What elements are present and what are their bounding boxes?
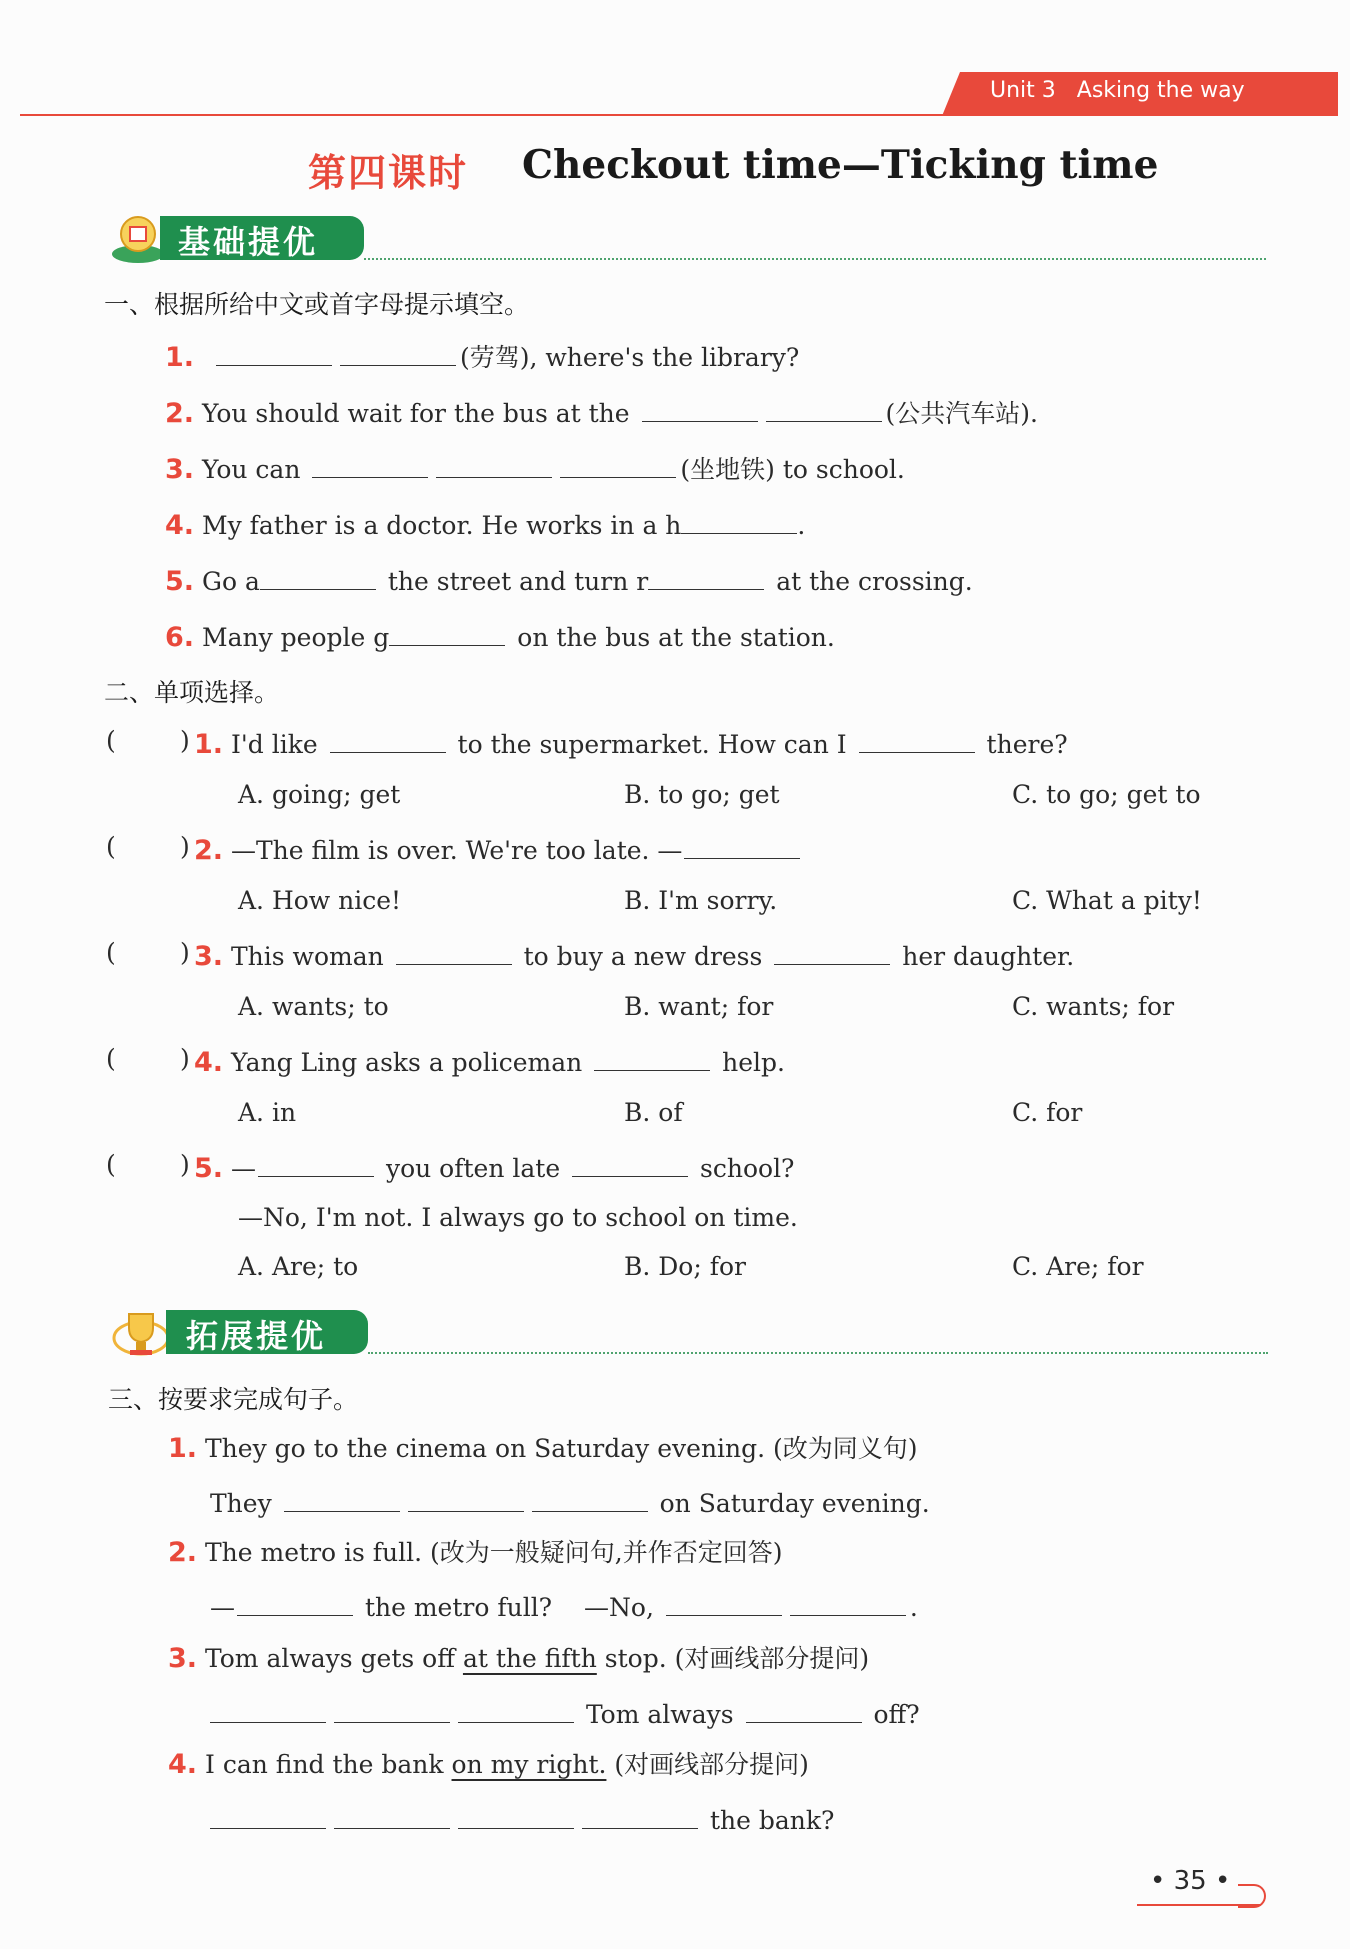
page-curl-icon — [1238, 1884, 1266, 1908]
answer-text: on Saturday evening. — [659, 1489, 930, 1518]
answer-blank[interactable] — [396, 938, 512, 965]
answer-blank[interactable] — [284, 1485, 400, 1512]
mc-question-5 — [194, 1150, 794, 1185]
rewrite-item-1 — [168, 1433, 918, 1465]
lesson-title-cn: 第四课时 — [308, 150, 469, 195]
answer-text: . — [909, 1593, 918, 1622]
option-a[interactable]: A. How nice! — [238, 886, 402, 915]
answer-blank[interactable] — [684, 832, 800, 859]
answer-blank[interactable] — [334, 1802, 450, 1829]
option-b[interactable]: B. I'm sorry. — [624, 886, 778, 915]
option-a[interactable]: A. in — [238, 1098, 297, 1127]
rewrite-answer-4 — [206, 1802, 834, 1837]
answer-paren-open: ( — [106, 726, 116, 755]
answer-blank[interactable] — [458, 1696, 574, 1723]
fill-item-5 — [165, 563, 973, 598]
item-text: You can — [202, 455, 301, 484]
option-c[interactable]: C. Are; for — [1012, 1252, 1144, 1281]
answer-paren-close: ) — [180, 726, 190, 755]
item-text: Many people g — [202, 623, 390, 652]
mc-question-3 — [194, 938, 1074, 973]
question-text: Yang Ling asks a policeman — [231, 1048, 583, 1077]
answer-blank[interactable] — [790, 1589, 906, 1616]
option-a[interactable]: A. wants; to — [238, 992, 389, 1021]
item-text: I can find the bank — [205, 1750, 444, 1779]
question-text: to the supermarket. How can I — [457, 730, 847, 759]
item-number: 6. — [165, 622, 195, 653]
rewrite-item-2 — [168, 1537, 782, 1569]
question-text: you often late — [385, 1154, 561, 1183]
item-number: 4. — [165, 510, 195, 541]
answer-text: the bank? — [709, 1806, 835, 1835]
item-number: 5. — [194, 1153, 224, 1184]
option-b[interactable]: B. of — [624, 1098, 683, 1127]
answer-blank[interactable] — [260, 563, 376, 590]
item-number: 2. — [168, 1537, 198, 1568]
answer-blank[interactable] — [642, 395, 758, 422]
answer-blank[interactable] — [594, 1044, 710, 1071]
item-text: on the bus at the station. — [517, 623, 835, 652]
item-text: the street and turn r — [387, 567, 649, 596]
answer-blank[interactable] — [210, 1802, 326, 1829]
question-text: This woman — [231, 942, 384, 971]
mc-question-5-reply: —No, I'm not. I always go to school on time. — [238, 1203, 798, 1232]
answer-blank[interactable] — [334, 1696, 450, 1723]
item-number: 3. — [194, 941, 224, 972]
item-number: 1. — [165, 342, 195, 373]
answer-blank[interactable] — [572, 1150, 688, 1177]
option-b[interactable]: B. Do; for — [624, 1252, 746, 1281]
section-divider — [364, 258, 1266, 260]
answer-blank[interactable] — [560, 451, 676, 478]
answer-blank[interactable] — [389, 619, 505, 646]
answer-blank[interactable] — [582, 1802, 698, 1829]
question-text: there? — [986, 730, 1068, 759]
answer-blank[interactable] — [210, 1696, 326, 1723]
option-a[interactable]: A. going; get — [238, 780, 401, 809]
mc-question-4 — [194, 1044, 785, 1079]
item-text: Go a — [202, 567, 260, 596]
fill-item-2 — [165, 395, 1038, 430]
option-c[interactable]: C. for — [1012, 1098, 1083, 1127]
trophy-icon — [112, 1306, 170, 1358]
question-text: I'd like — [231, 730, 318, 759]
answer-blank[interactable] — [258, 1150, 374, 1177]
rewrite-answer-1 — [210, 1485, 930, 1520]
item-number: 2. — [165, 398, 195, 429]
answer-text: They — [210, 1489, 272, 1518]
answer-text: the metro full? — [364, 1593, 553, 1622]
answer-blank[interactable] — [746, 1696, 862, 1723]
rewrite-item-3 — [168, 1643, 869, 1675]
answer-paren-open: ( — [106, 1150, 116, 1179]
option-c[interactable]: C. What a pity! — [1012, 886, 1202, 915]
item-number: 3. — [165, 454, 195, 485]
item-text: (对画线部分提问) — [614, 1750, 809, 1779]
rewrite-item-4 — [168, 1749, 809, 1781]
option-b[interactable]: B. want; for — [624, 992, 774, 1021]
answer-text: off? — [873, 1700, 920, 1729]
answer-text: — — [210, 1593, 235, 1622]
item-number: 4. — [194, 1047, 224, 1078]
section-banner-basic-label: 基础提优 — [178, 223, 319, 261]
question-text: her daughter. — [902, 942, 1075, 971]
item-text: (劳驾), where's the library? — [460, 343, 800, 372]
fill-item-6 — [165, 619, 835, 654]
answer-blank[interactable] — [330, 726, 446, 753]
underlined-phrase: at the fifth — [462, 1644, 597, 1673]
item-text: at the crossing. — [776, 567, 973, 596]
item-text: They go to the cinema on Saturday evening. (改为同义句) — [205, 1434, 918, 1463]
item-text: My father is a doctor. He works in a h — [202, 511, 682, 540]
section3-heading: 三、按要求完成句子。 — [108, 1385, 359, 1414]
item-number: 3. — [168, 1643, 198, 1674]
answer-blank[interactable] — [859, 726, 975, 753]
answer-paren-open: ( — [106, 832, 116, 861]
mc-question-2 — [194, 832, 804, 867]
answer-blank[interactable] — [237, 1589, 353, 1616]
question-text: school? — [700, 1154, 795, 1183]
answer-text: Tom always — [585, 1700, 734, 1729]
section1-heading: 一、根据所给中文或首字母提示填空。 — [104, 290, 530, 319]
answer-paren-close: ) — [180, 832, 190, 861]
answer-blank[interactable] — [458, 1802, 574, 1829]
unit-title: Asking the way — [1076, 78, 1245, 103]
answer-blank[interactable] — [340, 339, 456, 366]
answer-blank[interactable] — [312, 451, 428, 478]
question-text: help. — [722, 1048, 785, 1077]
item-text: (坐地铁) to school. — [680, 455, 905, 484]
underlined-phrase: on my right. — [451, 1750, 607, 1779]
header-rule — [20, 114, 1338, 116]
rewrite-answer-2 — [210, 1589, 918, 1624]
item-number: 5. — [165, 566, 195, 597]
option-b[interactable]: B. to go; get — [624, 780, 780, 809]
section2-heading: 二、单项选择。 — [104, 678, 280, 707]
answer-paren-close: ) — [180, 1150, 190, 1179]
item-number: 1. — [168, 1433, 198, 1464]
question-text: —The film is over. We're too late. — — [231, 836, 683, 865]
item-number: 4. — [168, 1749, 198, 1780]
item-text: . — [797, 511, 806, 540]
answer-blank[interactable] — [681, 507, 797, 534]
question-text: to buy a new dress — [523, 942, 763, 971]
answer-paren-open: ( — [106, 938, 116, 967]
section-banner-extension-label: 拓展提优 — [186, 1317, 327, 1355]
item-number: 2. — [194, 835, 224, 866]
answer-text: —No, — [584, 1593, 654, 1622]
answer-blank[interactable] — [648, 563, 764, 590]
item-text: You should wait for the bus at the — [202, 399, 630, 428]
unit-header — [990, 78, 1245, 103]
item-text: The metro is full. (改为一般疑问句,并作否定回答) — [205, 1538, 783, 1567]
option-c[interactable]: C. wants; for — [1012, 992, 1175, 1021]
question-text: — — [231, 1154, 256, 1183]
option-a[interactable]: A. Are; to — [238, 1252, 359, 1281]
answer-blank[interactable] — [532, 1485, 648, 1512]
lesson-title-en: Checkout time—Ticking time — [522, 142, 1159, 188]
item-text: Tom always gets off — [205, 1644, 455, 1673]
answer-blank[interactable] — [408, 1485, 524, 1512]
item-text: (公共汽车站). — [885, 399, 1038, 428]
answer-blank[interactable] — [666, 1589, 782, 1616]
page-number: • 35 • — [1150, 1866, 1231, 1896]
answer-blank[interactable] — [436, 451, 552, 478]
answer-blank[interactable] — [766, 395, 882, 422]
mc-question-1 — [194, 726, 1068, 761]
answer-paren-close: ) — [180, 1044, 190, 1073]
item-text: stop. (对画线部分提问) — [604, 1644, 870, 1673]
option-c[interactable]: C. to go; get to — [1012, 780, 1201, 809]
fill-item-1 — [165, 339, 799, 374]
answer-paren-close: ) — [180, 938, 190, 967]
item-number: 1. — [194, 729, 224, 760]
answer-blank[interactable] — [774, 938, 890, 965]
rewrite-answer-3 — [206, 1696, 920, 1731]
unit-label: Unit 3 — [990, 78, 1056, 103]
answer-blank[interactable] — [216, 339, 332, 366]
answer-paren-open: ( — [106, 1044, 116, 1073]
section-divider — [368, 1352, 1268, 1354]
fill-item-4 — [165, 507, 805, 542]
fill-item-3 — [165, 451, 905, 486]
lightbulb-icon — [108, 210, 168, 266]
